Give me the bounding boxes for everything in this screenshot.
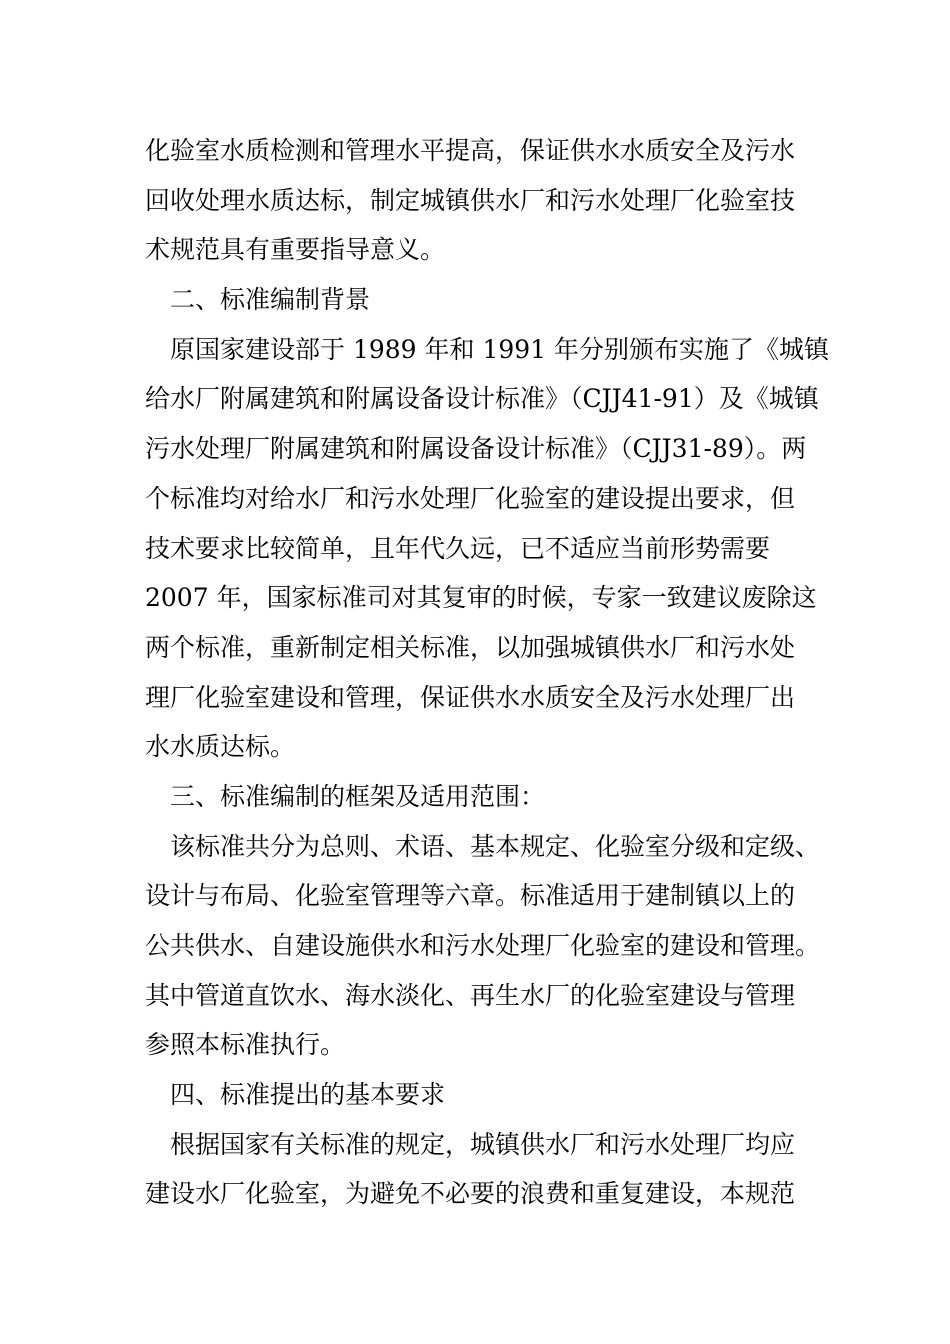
paragraph-line: 公共供水、自建设施供水和污水处理厂化验室的建设和管理。 — [145, 931, 821, 960]
paragraph-line: 技术要求比较简单，且年代久远，已不适应当前形势需要 — [145, 533, 771, 563]
paragraph-line: 理厂化验室建设和管理，保证供水水质安全及污水处理厂出 — [145, 682, 796, 712]
paragraph-line: 其中管道直饮水、海水淡化、再生水厂的化验室建设与管理 — [145, 980, 796, 1010]
paragraph-line: 水水质达标。 — [145, 732, 296, 762]
section-heading-4: 四、标准提出的基本要求 — [170, 1080, 446, 1110]
paragraph-line: 根据国家有关标准的规定，城镇供水厂和污水处理厂均应 — [170, 1129, 796, 1159]
section-heading-3: 三、标准编制的框架及适用范围： — [170, 781, 546, 811]
paragraph-line: 给水厂附属建筑和附属设备设计标准》（CJJ41-91）及《城镇 — [145, 384, 819, 414]
paragraph-line: 术规范具有重要指导意义。 — [145, 235, 446, 265]
paragraph-line: 设计与布局、化验室管理等六章。标准适用于建制镇以上的 — [145, 881, 796, 911]
paragraph-line: 建设水厂化验室，为避免不必要的浪费和重复建设，本规范 — [145, 1179, 796, 1209]
paragraph-line: 参照本标准执行。 — [145, 1030, 346, 1060]
paragraph-line: 化验室水质检测和管理水平提高，保证供水水质安全及污水 — [145, 136, 796, 165]
paragraph-line: 两个标准，重新制定相关标准，以加强城镇供水厂和污水处 — [145, 632, 796, 662]
section-heading-2: 二、标准编制背景 — [170, 285, 371, 315]
paragraph-line: 回收处理水质达标，制定城镇供水厂和污水处理厂化验室技 — [145, 185, 796, 215]
paragraph-line: 污水处理厂附属建筑和附属设备设计标准》（CJJ31-89）。两 — [145, 434, 807, 464]
document-body — [145, 126, 830, 1219]
paragraph-line: 2007 年，国家标准司对其复审的时候，专家一致建议废除这 — [145, 583, 817, 613]
paragraph-line: 个标准均对给水厂和污水处理厂化验室的建设提出要求，但 — [145, 483, 796, 513]
paragraph-line: 原国家建设部于 1989 年和 1991 年分别颁布实施了《城镇 — [170, 334, 830, 364]
paragraph-line: 该标准共分为总则、术语、基本规定、化验室分级和定级、 — [170, 831, 821, 861]
